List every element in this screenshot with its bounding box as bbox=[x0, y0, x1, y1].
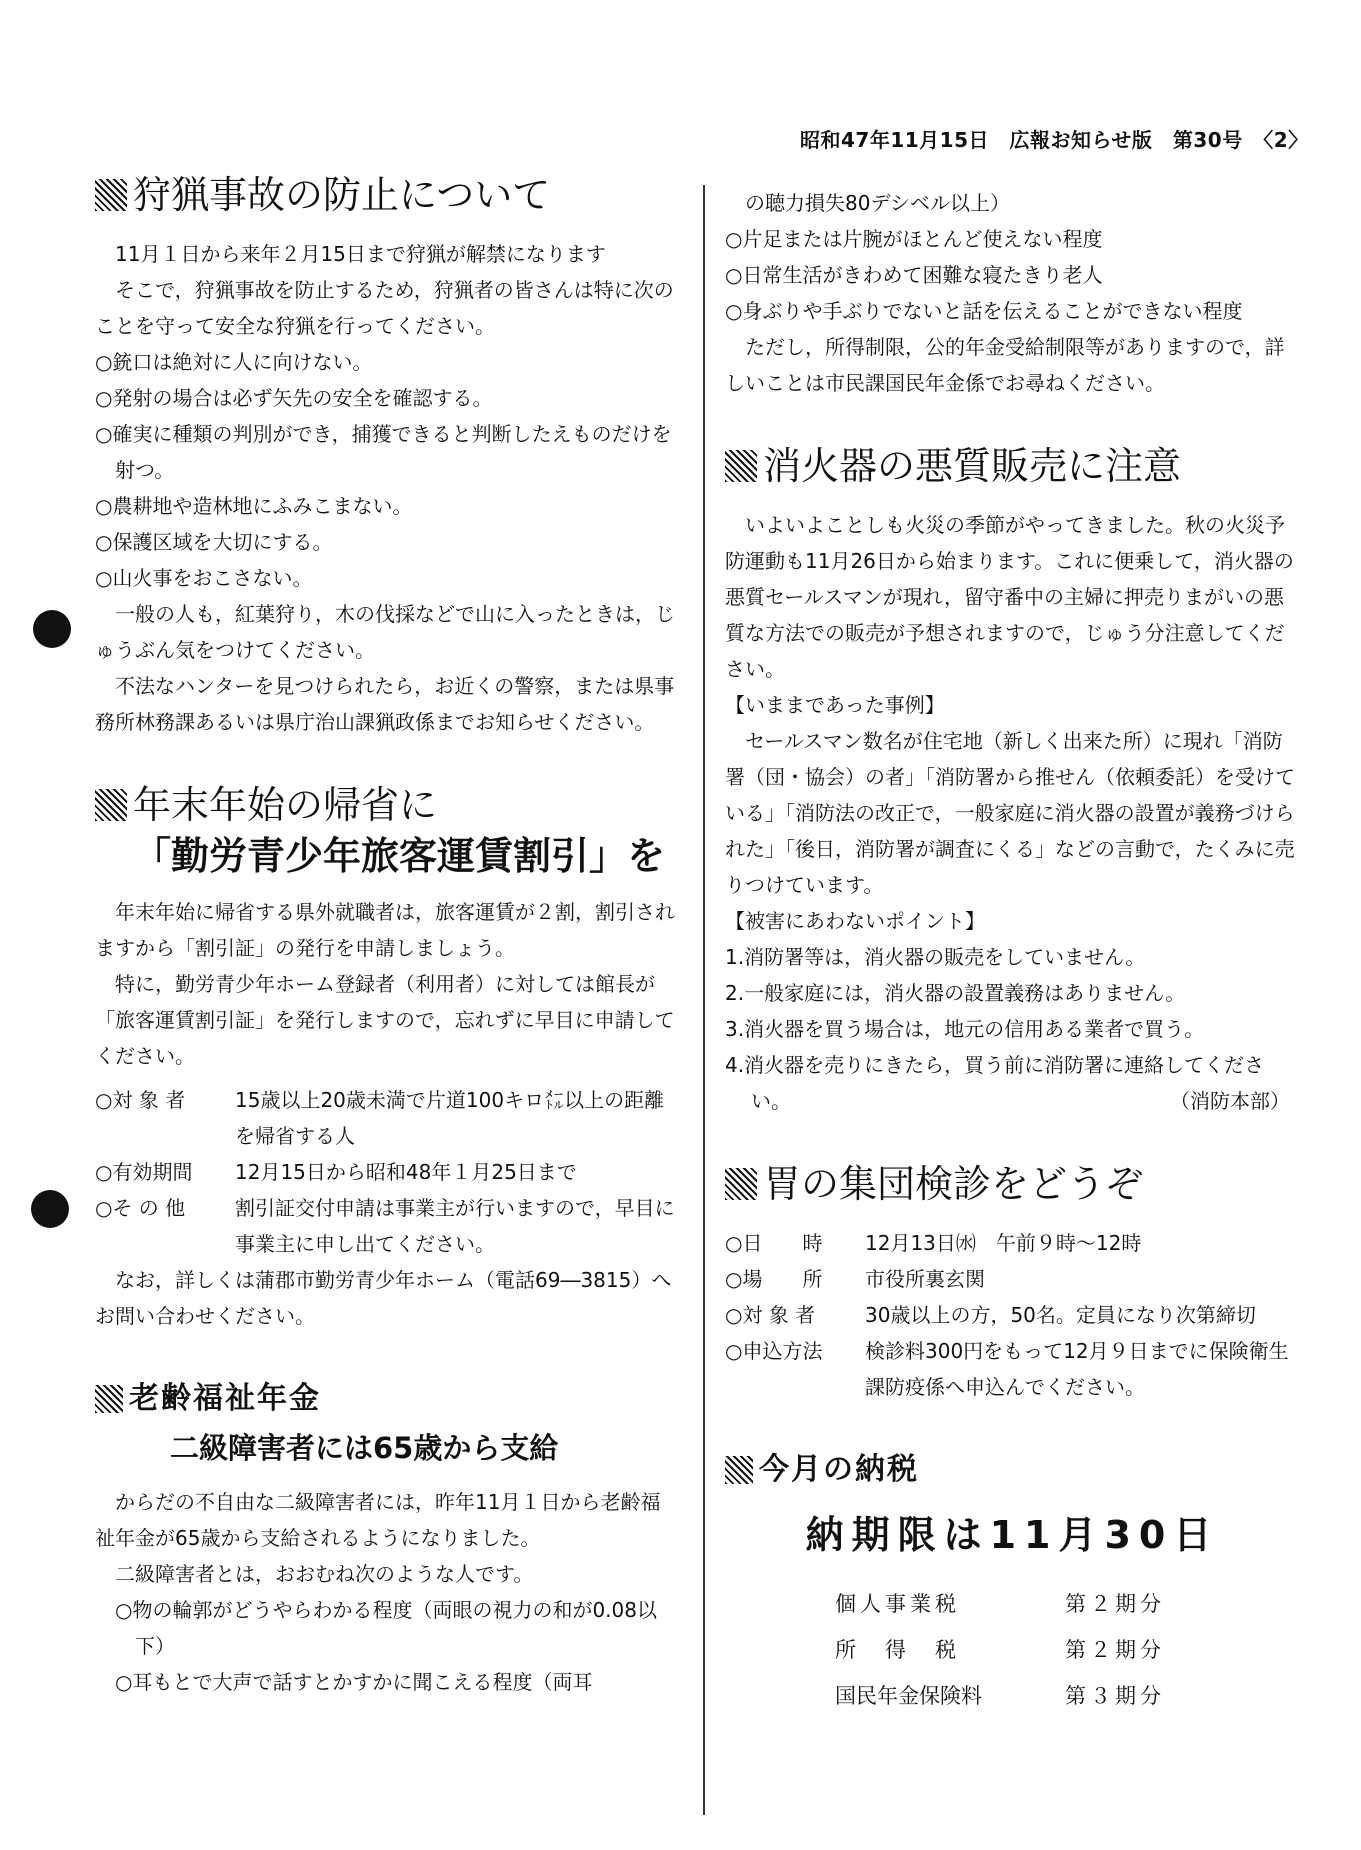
paragraph: 不法なハンターを見つけられたら，お近くの警察，または県事務所林務課あるいは県庁治山課猟政係までお知らせください。 bbox=[95, 674, 675, 734]
stomach-section bbox=[725, 1159, 1300, 1405]
punch-hole-icon bbox=[31, 1190, 69, 1228]
list-item: 1.消防署等は，消火器の販売をしていません。 bbox=[725, 945, 1146, 969]
paragraph: 特に，勤労青少年ホーム登録者（利用者）に対しては館長が「旅客運賃割引証」を発行しますので，忘れずに早目に申請してください。 bbox=[95, 972, 675, 1068]
tax-section bbox=[725, 1445, 1300, 1719]
section-title: 今月の納税 bbox=[725, 1445, 1300, 1495]
hatch-icon bbox=[95, 1385, 123, 1413]
info-row: ○場 所 市役所裏玄関 bbox=[725, 1267, 985, 1291]
homecoming-section bbox=[95, 780, 675, 1334]
list-item: ○物の輪郭がどうやらわかる程度（両眼の視力の和が0.08以下） bbox=[115, 1598, 657, 1658]
hatch-icon bbox=[725, 1456, 753, 1484]
hatch-icon bbox=[725, 450, 757, 482]
section-subtitle: 二級障害者には65歳から支給 bbox=[170, 1431, 559, 1465]
hatch-icon bbox=[95, 789, 127, 821]
right-column bbox=[725, 185, 1300, 1719]
left-column bbox=[95, 170, 675, 1700]
info-row: ○有効期間 12月15日から昭和48年１月25日まで bbox=[95, 1160, 577, 1184]
info-row: ○申込方法 検診料300円をもって12月９日までに保険衛生課防疫係へ申込んでください。 bbox=[725, 1339, 1289, 1399]
pension-continued bbox=[725, 185, 1300, 401]
paragraph: そこで，狩猟事故を防止するため，狩猟者の皆さんは特に次のことを守って安全な狩猟を行ってください。 bbox=[95, 278, 674, 338]
tax-row: 個人事業税 第２期分 bbox=[835, 1592, 1165, 1616]
subheading: 【被害にあわないポイント】 bbox=[725, 909, 985, 933]
punch-hole-icon bbox=[33, 610, 71, 648]
section-title: 胃の集団検診をどうぞ bbox=[725, 1159, 1300, 1209]
list-item: ○耳もとで大声で話すとかすかに聞こえる程度（両耳 bbox=[115, 1670, 593, 1694]
list-item: 3.消火器を買う場合は，地元の信用ある業者で買う。 bbox=[725, 1017, 1205, 1041]
column-divider bbox=[703, 185, 705, 1815]
hunting-section bbox=[95, 170, 675, 740]
list-item: ○発射の場合は必ず矢先の安全を確認する。 bbox=[95, 386, 493, 410]
tax-row: 所 得 税 第２期分 bbox=[835, 1638, 1165, 1662]
extinguisher-section bbox=[725, 441, 1300, 1119]
section-title: 狩猟事故の防止について bbox=[95, 170, 675, 220]
list-item: ○身ぶりや手ぶりでないと話を伝えることができない程度 bbox=[725, 299, 1243, 323]
list-item: ○農耕地や造林地にふみこまない。 bbox=[95, 494, 413, 518]
paragraph: 11月１日から来年２月15日まで狩猟が解禁になります bbox=[115, 242, 606, 266]
source-credit: （消防本部） bbox=[1170, 1089, 1290, 1113]
subheading: 【いままであった事例】 bbox=[725, 693, 945, 717]
paragraph: セールスマン数名が住宅地（新しく出来た所）に現れ「消防署（団・協会）の者」「消防署から推せん（依頼委託）を受けている」「消防法の改正で，一般家庭に消火器の設置が義務づけられた」「後日，消防署が調査にくる」などの言動で，たくみに売りつけています。 bbox=[725, 729, 1295, 897]
section-title: 年末年始の帰省に bbox=[95, 780, 675, 830]
hatch-icon bbox=[725, 1168, 757, 1200]
list-item: ○山火事をおこさない。 bbox=[95, 566, 313, 590]
list-item: 4.消火器を売りにきたら，買う前に消防署に連絡してください。 bbox=[725, 1053, 1265, 1113]
list-item: ○日常生活がきわめて困難な寝たきり老人 bbox=[725, 263, 1103, 287]
list-item: ○保護区域を大切にする。 bbox=[95, 530, 333, 554]
hatch-icon bbox=[95, 179, 127, 211]
paragraph: ただし，所得制限，公的年金受給制限等がありますので，詳しいことは市民課国民年金係でお尋ねください。 bbox=[725, 335, 1285, 395]
paragraph: 二級障害者とは，おおむね次のような人です。 bbox=[115, 1562, 534, 1586]
info-row: ○対 象 者 30歳以上の方，50名。定員になり次第締切 bbox=[725, 1303, 1256, 1327]
list-item: ○確実に種類の判別ができ，捕獲できると判断したえものだけを射つ。 bbox=[95, 422, 672, 482]
list-item: ○銃口は絶対に人に向けない。 bbox=[95, 350, 373, 374]
info-row: ○そ の 他 割引証交付申請は事業主が行いますので，早目に事業主に申し出てください。 bbox=[95, 1196, 675, 1256]
section-title: 老齢福祉年金 bbox=[95, 1374, 675, 1424]
paragraph: なお，詳しくは蒲郡市勤労青少年ホーム（電話69―3815）へお問い合わせください。 bbox=[95, 1268, 672, 1328]
pension-section bbox=[95, 1374, 675, 1700]
section-subtitle: 「勤労青少年旅客運賃割引」を bbox=[133, 834, 666, 878]
info-row: ○対 象 者 15歳以上20歳未満で片道100キロ㍍以上の距離を帰省する人 bbox=[95, 1088, 665, 1148]
section-title: 消火器の悪質販売に注意 bbox=[725, 441, 1300, 491]
info-row: ○日 時 12月13日㈬ 午前９時～12時 bbox=[725, 1231, 1142, 1255]
paragraph: からだの不自由な二級障害者には，昨年11月１日から老齢福祉年金が65歳から支給されるようになりました。 bbox=[95, 1490, 661, 1550]
list-item: ○片足または片腕がほとんど使えない程度 bbox=[725, 227, 1103, 251]
list-item: 2.一般家庭には，消火器の設置義務はありません。 bbox=[725, 981, 1186, 1005]
list-item-continued: の聴力損失80デシベル以上） bbox=[745, 191, 1011, 215]
page-header: 昭和47年11月15日 広報お知らせ版 第30号 〈2〉 bbox=[800, 128, 1309, 152]
paragraph: いよいよことしも火災の季節がやってきました。秋の火災予防運動も11月26日から始まります。これに便乗して，消火器の悪質セールスマンが現れ，留守番中の主婦に押売りまがいの悪質な方法での販売が予想されますので，じゅう分注意してください。 bbox=[725, 513, 1294, 681]
paragraph: 年末年始に帰省する県外就職者は，旅客運賃が２割，割引されますから「割引証」の発行を申請しましょう。 bbox=[95, 900, 675, 960]
tax-deadline: 納期限は11月30日 bbox=[805, 1513, 1220, 1557]
paragraph: 一般の人も，紅葉狩り，木の伐採などで山に入ったときは，じゅうぶん気をつけてください。 bbox=[95, 602, 675, 662]
tax-row: 国民年金保険料 第３期分 bbox=[835, 1684, 1165, 1708]
